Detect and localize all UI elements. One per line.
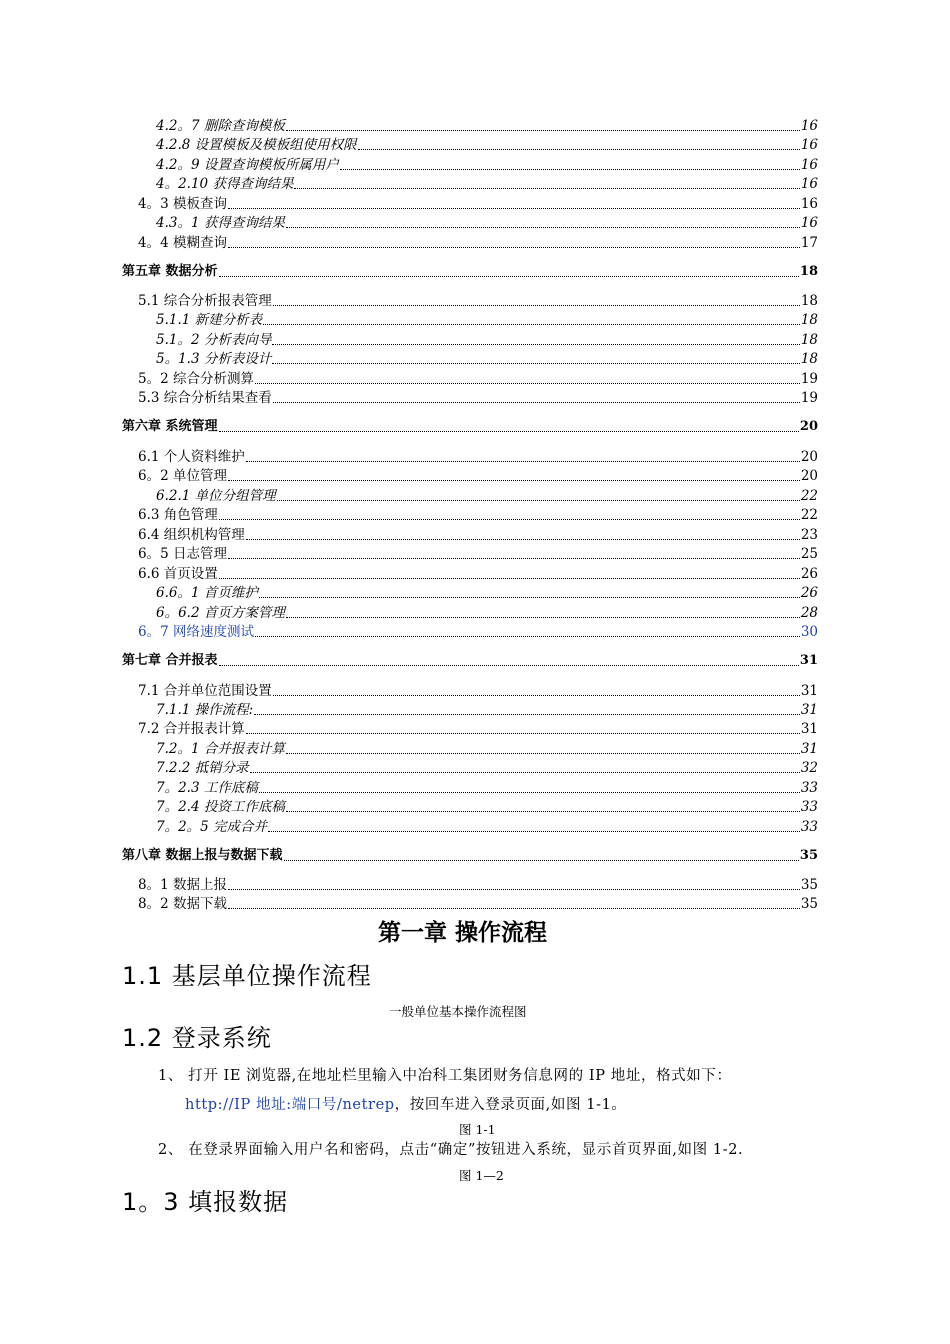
toc-entry[interactable]: [138, 370, 818, 388]
toc-entry[interactable]: [122, 418, 818, 436]
toc-dot-leader: [246, 539, 800, 540]
toc-entry-page: 26: [800, 566, 818, 582]
toc-entry-label: 5。2 综合分析测算: [138, 371, 254, 387]
toc-entry-label: 5.1.1 新建分析表: [156, 312, 263, 328]
toc-dot-leader: [286, 130, 800, 131]
toc-dot-leader: [250, 772, 800, 773]
toc-entry[interactable]: [138, 895, 818, 913]
toc-entry-page: 35: [800, 896, 818, 912]
toc-entry-label: 7。2.4 投资工作底稿: [156, 799, 285, 815]
toc-dot-leader: [286, 227, 800, 228]
toc-dot-leader: [284, 860, 799, 861]
toc-entry[interactable]: [156, 759, 818, 777]
step-1-tail: ，按回车进入登录页面,如图 1-1。: [394, 1097, 627, 1113]
toc-entry-label: 7.2 合并报表计算: [138, 721, 245, 737]
toc-entry[interactable]: [138, 545, 818, 563]
toc-entry-page: 28: [800, 605, 818, 621]
toc-entry-page: 20: [800, 468, 818, 484]
toc-entry-label: 第六章 系统管理: [122, 419, 218, 434]
toc-dot-leader: [272, 344, 799, 345]
toc-entry-label: 6.1 个人资料维护: [138, 449, 245, 465]
toc-entry[interactable]: [156, 214, 818, 232]
toc-entry-page: 35: [800, 877, 818, 893]
section-heading-1-1: 1.1 基层单位操作流程: [122, 962, 372, 990]
toc-dot-leader: [228, 908, 800, 909]
toc-entry[interactable]: [122, 263, 818, 281]
toc-entry[interactable]: [138, 623, 818, 641]
toc-entry[interactable]: [138, 682, 818, 700]
toc-dot-leader: [228, 208, 800, 209]
step-1-url-line: [185, 1093, 627, 1114]
toc-entry[interactable]: [122, 652, 818, 670]
toc-entry-page: 22: [800, 507, 818, 523]
toc-entry[interactable]: [138, 467, 818, 485]
toc-entry-page: 33: [800, 780, 818, 796]
toc-entry-label: 6。5 日志管理: [138, 546, 227, 562]
toc-entry[interactable]: [156, 604, 818, 622]
toc-entry[interactable]: [156, 331, 818, 349]
toc-entry[interactable]: [156, 740, 818, 758]
toc-entry-label: 7.1 合并单位范围设置: [138, 683, 272, 699]
toc-entry[interactable]: [156, 311, 818, 329]
toc-entry-page: 23: [800, 527, 818, 543]
toc-entry-label: 7.2.2 抵销分录: [156, 760, 249, 776]
toc-entry-page: 16: [800, 118, 818, 134]
toc-dot-leader: [340, 169, 800, 170]
toc-entry-label: 5.3 综合分析结果查看: [138, 390, 272, 406]
toc-entry-label: 5.1。2 分析表向导: [156, 332, 272, 348]
toc-dot-leader: [277, 500, 800, 501]
toc-entry[interactable]: [138, 234, 818, 252]
toc-entry-label: 4.2。9 设置查询模板所属用户: [156, 157, 339, 173]
toc-dot-leader: [228, 889, 800, 890]
toc-dot-leader: [294, 188, 799, 189]
toc-dot-leader: [254, 714, 800, 715]
section-heading-1-2: 1.2 登录系统: [122, 1024, 272, 1052]
toc-entry-label: 8。2 数据下载: [138, 896, 227, 912]
toc-entry-page: 18: [800, 332, 818, 348]
toc-entry-label: 4.2。7 删除查询模板: [156, 118, 285, 134]
toc-entry[interactable]: [156, 798, 818, 816]
toc-dot-leader: [273, 695, 800, 696]
toc-dot-leader: [255, 636, 800, 637]
toc-entry-page: 35: [799, 848, 818, 863]
toc-dot-leader: [286, 753, 800, 754]
toc-entry-page: 25: [800, 546, 818, 562]
toc-dot-leader: [272, 363, 799, 364]
toc-entry[interactable]: [156, 136, 818, 154]
toc-dot-leader: [268, 831, 800, 832]
toc-entry[interactable]: [138, 448, 818, 466]
toc-entry-page: 26: [800, 585, 818, 601]
toc-entry[interactable]: [156, 350, 818, 368]
toc-entry-page: 31: [800, 683, 818, 699]
toc-entry-page: 32: [800, 760, 818, 776]
section-heading-1-3: 1。3 填报数据: [122, 1188, 289, 1216]
toc-entry-page: 31: [799, 653, 818, 668]
step-1-text: 1、 打开 IE 浏览器,在地址栏里输入中冶科工集团财务信息网的 IP 地址，格式如下：: [158, 1068, 732, 1084]
toc-entry-page: 18: [800, 351, 818, 367]
toc-entry-label: 5。1.3 分析表设计: [156, 351, 272, 367]
toc-entry[interactable]: [138, 389, 818, 407]
toc-entry-page: 31: [800, 741, 818, 757]
toc-dot-leader: [358, 149, 800, 150]
toc-dot-leader: [259, 792, 800, 793]
toc-entry-page: 20: [800, 449, 818, 465]
toc-entry[interactable]: [122, 847, 818, 865]
toc-entry[interactable]: [138, 565, 818, 583]
toc-dot-leader: [273, 305, 800, 306]
toc-entry[interactable]: [138, 506, 818, 524]
toc-entry[interactable]: [156, 117, 818, 135]
toc-entry[interactable]: [138, 292, 818, 310]
toc-entry-label: 6.6。1 首页维护: [156, 585, 258, 601]
toc-entry-label: 6。7 网络速度测试: [138, 624, 254, 640]
toc-dot-leader: [219, 431, 799, 432]
figure-1-1-caption: 图 1-1: [459, 1122, 496, 1137]
toc-entry-label: 6.6 首页设置: [138, 566, 218, 582]
toc-entry-label: 5.1 综合分析报表管理: [138, 293, 272, 309]
toc-dot-leader: [273, 402, 800, 403]
figure-1-2-caption: 图 1—2: [459, 1168, 504, 1183]
toc-entry-page: 16: [800, 176, 818, 192]
toc-entry-page: 19: [800, 390, 818, 406]
toc-entry-page: 31: [800, 721, 818, 737]
flowchart-caption: 一般单位基本操作流程图: [389, 1004, 527, 1019]
toc-entry[interactable]: [156, 779, 818, 797]
toc-entry-page: 19: [800, 371, 818, 387]
toc-entry-page: 16: [800, 157, 818, 173]
toc-entry[interactable]: [156, 175, 818, 193]
toc-entry-label: 4。4 模糊查询: [138, 235, 227, 251]
toc-entry-label: 7。2.3 工作底稿: [156, 780, 258, 796]
toc-entry-page: 17: [800, 235, 818, 251]
toc-dot-leader: [259, 597, 800, 598]
toc-dot-leader: [246, 461, 800, 462]
toc-dot-leader: [228, 558, 800, 559]
toc-entry-label: 4。3 模板查询: [138, 196, 227, 212]
toc-entry[interactable]: [138, 195, 818, 213]
toc-entry-page: 20: [799, 419, 818, 434]
toc-entry-label: 4.2.8 设置模板及模板组使用权限: [156, 137, 357, 153]
toc-entry-page: 33: [800, 799, 818, 815]
toc-entry-page: 18: [800, 312, 818, 328]
toc-dot-leader: [286, 811, 800, 812]
toc-entry[interactable]: [156, 584, 818, 602]
toc-dot-leader: [228, 247, 800, 248]
toc-dot-leader: [219, 578, 800, 579]
toc-dot-leader: [246, 733, 800, 734]
toc-entry-label: 6。6.2 首页方案管理: [156, 605, 285, 621]
login-url-link[interactable]: http://IP 地址:端口号/netrep: [185, 1097, 395, 1113]
toc-entry[interactable]: [138, 876, 818, 894]
toc-entry-page: 18: [800, 293, 818, 309]
toc-dot-leader: [286, 617, 800, 618]
toc-dot-leader: [219, 519, 800, 520]
toc-entry-label: 7.1.1 操作流程:: [156, 702, 254, 718]
toc-entry-page: 18: [799, 264, 818, 279]
toc-dot-leader: [255, 383, 800, 384]
toc-entry-label: 7。2。5 完成合并: [156, 819, 268, 835]
toc-entry-page: 33: [800, 819, 818, 835]
toc-entry-label: 6。2 单位管理: [138, 468, 227, 484]
toc-dot-leader: [228, 480, 800, 481]
step-2-text: 2、 在登录界面输入用户名和密码，点击“确定”按钮进入系统，显示首页界面,如图 1-2.: [158, 1142, 744, 1158]
toc-entry-label: 第七章 合并报表: [122, 653, 218, 668]
toc-dot-leader: [219, 276, 799, 277]
toc-entry[interactable]: [138, 720, 818, 738]
toc-entry-label: 4.3。1 获得查询结果: [156, 215, 285, 231]
toc-entry-page: 31: [800, 702, 818, 718]
toc-entry-page: 16: [800, 196, 818, 212]
toc-entry-label: 6.3 角色管理: [138, 507, 218, 523]
toc-entry-page: 30: [800, 624, 818, 640]
chapter-title: 第一章 操作流程: [378, 920, 548, 946]
toc-entry[interactable]: [138, 526, 818, 544]
toc-entry-page: 22: [800, 488, 818, 504]
toc-entry-label: 8。1 数据上报: [138, 877, 227, 893]
toc-dot-leader: [263, 324, 800, 325]
toc-entry-label: 6.4 组织机构管理: [138, 527, 245, 543]
toc-entry-label: 第八章 数据上报与数据下载: [122, 848, 283, 863]
toc-entry-page: 16: [800, 215, 818, 231]
toc-entry[interactable]: [156, 487, 818, 505]
toc-entry-label: 6.2.1 单位分组管理: [156, 488, 276, 504]
toc-entry-label: 7.2。1 合并报表计算: [156, 741, 285, 757]
toc-entry[interactable]: [156, 818, 818, 836]
toc-entry[interactable]: [156, 701, 818, 719]
toc-entry[interactable]: [156, 156, 818, 174]
toc-entry-page: 16: [800, 137, 818, 153]
toc-entry-label: 第五章 数据分析: [122, 264, 218, 279]
toc-dot-leader: [219, 665, 799, 666]
toc-entry-label: 4。2.10 获得查询结果: [156, 176, 294, 192]
